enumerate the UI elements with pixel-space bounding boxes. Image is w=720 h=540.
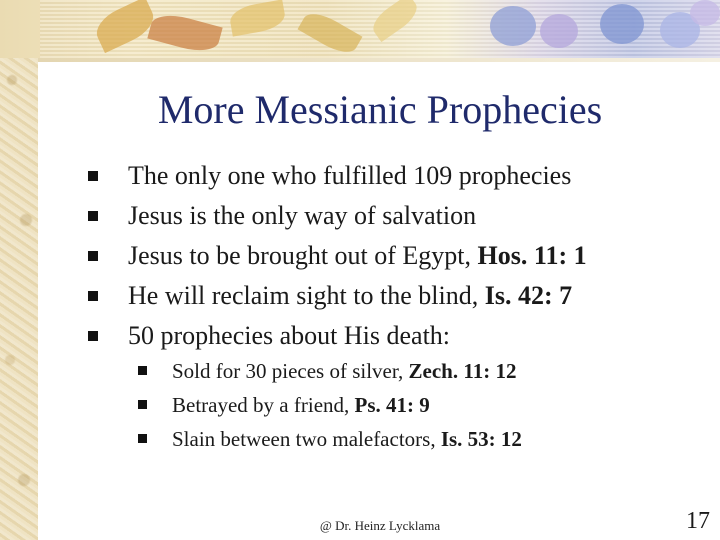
sub-bullet-text: Slain between two malefactors,: [172, 427, 441, 451]
sub-bullet-item: [138, 422, 698, 456]
bullet-text: Jesus to be brought out of Egypt,: [128, 241, 478, 270]
bullet-item: [88, 316, 708, 356]
square-bullet-icon: [88, 251, 98, 261]
decorative-parchment-strip: [0, 0, 38, 540]
decorative-header-banner: [0, 0, 720, 58]
square-bullet-icon: [138, 434, 147, 443]
page-number: 17: [686, 508, 710, 534]
bullet-item: [88, 196, 708, 236]
flower-decoration: [540, 14, 578, 48]
scripture-reference: Zech. 11: 12: [408, 359, 517, 383]
bullet-text: 50 prophecies about His death:: [128, 321, 451, 350]
flower-decoration: [600, 4, 644, 44]
main-bullet-list: [88, 156, 708, 356]
square-bullet-icon: [88, 211, 98, 221]
scripture-reference: Is. 42: 7: [484, 281, 573, 310]
banner-edge: [38, 58, 720, 62]
slide-title: More Messianic Prophecies: [157, 87, 603, 132]
flower-decoration: [690, 0, 720, 26]
square-bullet-icon: [138, 366, 147, 375]
bullet-text: Jesus is the only way of salvation: [128, 201, 477, 230]
bullet-item: [88, 156, 708, 196]
square-bullet-icon: [138, 400, 147, 409]
square-bullet-icon: [88, 331, 98, 341]
bullet-item: [88, 236, 708, 276]
bullet-text: The only one who fulfilled 109 prophecies: [128, 161, 572, 190]
sub-bullet-item: [138, 354, 698, 388]
scripture-reference: Ps. 41: 9: [354, 393, 430, 417]
sub-bullet-list: [138, 354, 698, 456]
square-bullet-icon: [88, 291, 98, 301]
scripture-reference: Hos. 11: 1: [477, 241, 587, 270]
scripture-reference: Is. 53: 12: [440, 427, 522, 451]
bullet-text: He will reclaim sight to the blind,: [128, 281, 485, 310]
sub-bullet-text: Betrayed by a friend,: [172, 393, 355, 417]
bullet-item: [88, 276, 708, 316]
sub-bullet-item: [138, 388, 698, 422]
footer-credit: @ Dr. Heinz Lycklama: [319, 518, 441, 533]
flower-decoration: [490, 6, 536, 46]
square-bullet-icon: [88, 171, 98, 181]
sub-bullet-text: Sold for 30 pieces of silver,: [172, 359, 409, 383]
